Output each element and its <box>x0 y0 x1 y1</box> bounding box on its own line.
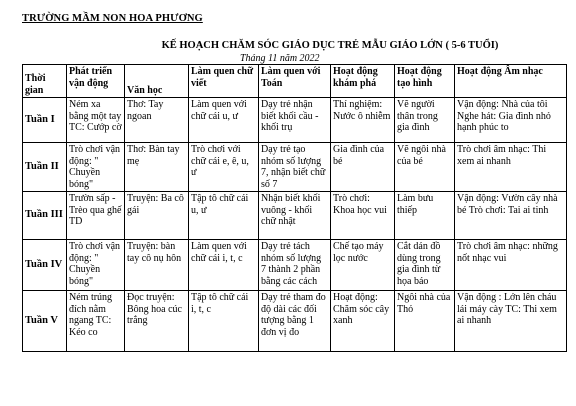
table-cell: Tập tô chữ cái u, ư <box>189 192 259 240</box>
header-literature: Văn học <box>125 65 189 98</box>
table-cell: Vẽ ngôi nhà của bé <box>395 143 455 192</box>
table-cell: Thí nghiệm: Nước ô nhiễm <box>331 98 395 143</box>
table-cell: Vận động: Nhà của tôi Nghe hát: Gia đình nhỏ hạnh phúc to <box>455 98 567 143</box>
table-cell: Trò chơi: Khoa học vui <box>331 192 395 240</box>
header-art: Hoạt động tạo hình <box>395 65 455 98</box>
table-cell: Làm quen với chữ cái i, t, c <box>189 240 259 291</box>
table-cell: Nhận biết khối vuông - khối chữ nhật <box>259 192 331 240</box>
table-cell: Trò chơi âm nhạc: Thi xem ai nhanh <box>455 143 567 192</box>
table-cell: Làm quen với chữ cái u, ư <box>189 98 259 143</box>
plan-table <box>22 64 567 352</box>
week-label: Tuần I <box>23 98 67 143</box>
table-cell: Làm bưu thiếp <box>395 192 455 240</box>
table-cell: Truyện: Ba cô gái <box>125 192 189 240</box>
table-cell: Ngôi nhà của Thỏ <box>395 291 455 352</box>
week-label: Tuần III <box>23 192 67 240</box>
table-cell: Vận động: Vườn cây nhà bé Trò chơi: Tai ai tinh <box>455 192 567 240</box>
week-label: Tuần IV <box>23 240 67 291</box>
table-cell: Dạy trẻ tham đo độ dài các đối tượng bằng 1 đơn vị đo <box>259 291 331 352</box>
week-label: Tuần II <box>23 143 67 192</box>
week-label: Tuần V <box>23 291 67 352</box>
table-header-row <box>23 65 567 98</box>
header-letters: Làm quen chữ viết <box>189 65 259 98</box>
table-cell: Dạy trẻ nhận biết khối cầu - khối trụ <box>259 98 331 143</box>
header-explore: Hoạt động khám phá <box>331 65 395 98</box>
table-cell: Trườn sấp - Trèo qua ghế TD <box>67 192 125 240</box>
table-cell: Trò chơi vận động: " Chuyền bóng" <box>67 143 125 192</box>
table-cell: Trò chơi vận động: " Chuyền bóng" <box>67 240 125 291</box>
table-cell: Truyện: bàn tay cô nụ hôn <box>125 240 189 291</box>
table-cell: Ném xa bằng một tay TC: Cướp cờ <box>67 98 125 143</box>
school-name: TRƯỜNG MẦM NON HOA PHƯƠNG <box>22 13 203 24</box>
document-subtitle: Tháng 11 năm 2022 <box>240 53 320 64</box>
table-row <box>23 240 567 291</box>
table-row <box>23 192 567 240</box>
table-row <box>23 143 567 192</box>
table-row <box>23 291 567 352</box>
table-cell: Vẽ người thân trong gia đình <box>395 98 455 143</box>
table-cell: Dạy trẻ tạo nhóm số lượng 7, nhận biết chữ số 7 <box>259 143 331 192</box>
table-cell: Đọc truyện: Bông hoa cúc trắng <box>125 291 189 352</box>
table-cell: Trò chơi âm nhạc: những nốt nhạc vui <box>455 240 567 291</box>
header-time: Thời gian <box>23 65 67 98</box>
table-cell: Hoạt động: Chăm sóc cây xanh <box>331 291 395 352</box>
header-math: Làm quen với Toán <box>259 65 331 98</box>
table-cell: Thơ: Tay ngoan <box>125 98 189 143</box>
table-cell: Cắt dán đồ dùng trong gia đình từ họa báo <box>395 240 455 291</box>
header-music: Hoạt động Âm nhạc <box>455 65 567 98</box>
table-cell: Vận động : Lớn lên cháu lái máy cày TC: Thi xem ai nhanh <box>455 291 567 352</box>
table-cell: Dạy trẻ tách nhóm số lượng 7 thành 2 phần bằng các cách <box>259 240 331 291</box>
header-motor: Phát triển vận động <box>67 65 125 98</box>
table-row <box>23 98 567 143</box>
table-cell: Thơ: Bàn tay mẹ <box>125 143 189 192</box>
table-cell: Trò chơi với chữ cái e, ê, u, ư <box>189 143 259 192</box>
table-cell: Gia đình của bé <box>331 143 395 192</box>
table-cell: Chế tạo máy lọc nước <box>331 240 395 291</box>
table-cell: Ném trúng đích nằm ngang TC: Kéo co <box>67 291 125 352</box>
document-title: KẾ HOẠCH CHĂM SÓC GIÁO DỤC TRẺ MẪU GIÁO LỚN ( 5-6 TUỔI) <box>161 40 499 51</box>
table-cell: Tập tô chữ cái i, t, c <box>189 291 259 352</box>
